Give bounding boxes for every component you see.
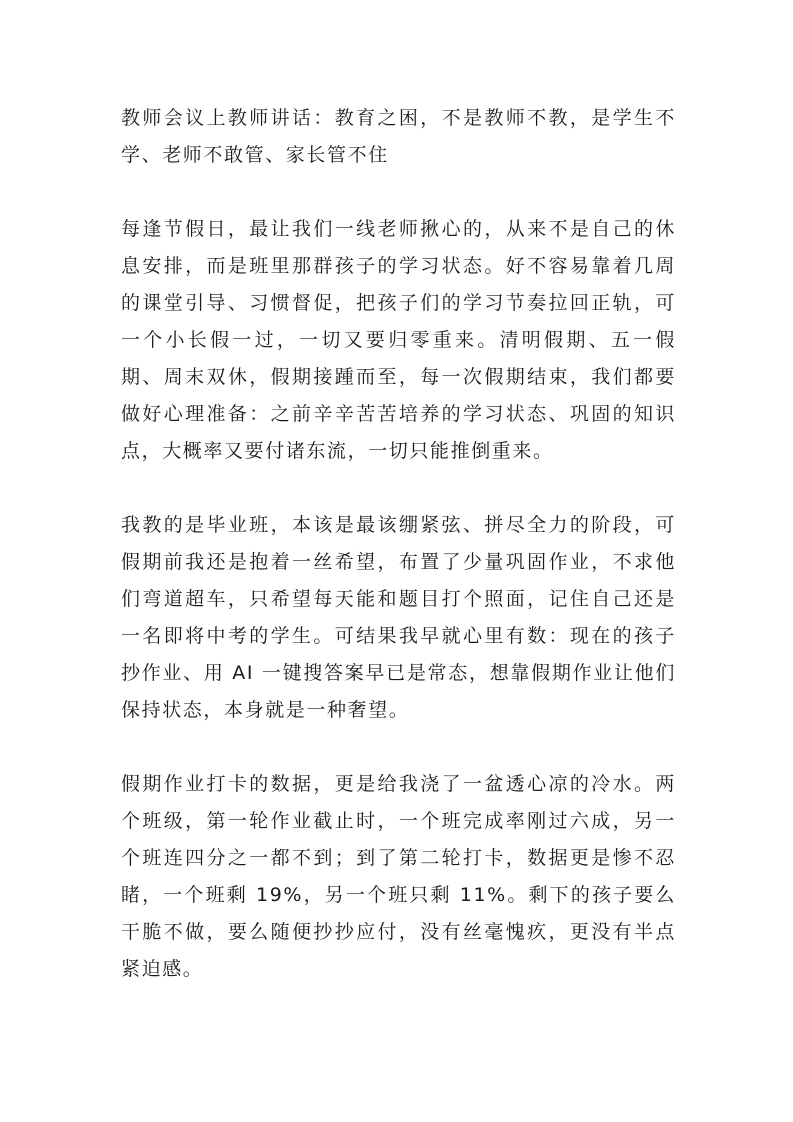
document-page (121, 100, 676, 1025)
paragraph-1: 每逢节假日，最让我们一线老师揪心的，从来不是自己的休息安排，而是班里那群孩子的学习状态。好不容易靠着几周的课堂引导、习惯督促，把孩子们的学习节奏拉回正轨，可一个小长假一过，一切又要归零重来。清明假期、五一假期、周末双休，假期接踵而至，每一次假期结束，我们都要做好心理准备：之前辛辛苦苦培养的学习状态、巩固的知识点，大概率又要付诸东流，一切只能推倒重来。 (121, 218, 676, 462)
paragraph-2: 我教的是毕业班，本该是最该绷紧弦、拼尽全力的阶段，可假期前我还是抱着一丝希望，布置了少量巩固作业，不求他们弯道超车，只希望每天能和题目打个照面，记住自己还是一名即将中考的学生。可结果我早就心里有数：现在的孩子抄作业、用 AI 一键搜答案早已是常态，想靠假期作业让他们保持状态，本身就是一种奢望。 (121, 514, 676, 721)
document-title: 教师会议上教师讲话：教育之困，不是教师不教，是学生不学、老师不敢管、家长管不住 (121, 107, 676, 166)
paragraph-3: 假期作业打卡的数据，更是给我浇了一盆透心凉的冷水。两个班级，第一轮作业截止时，一个班完成率刚过六成，另一个班连四分之一都不到；到了第二轮打卡，数据更是惨不忍睹，一个班剩 19%，另一个班只剩 11%。剩下的孩子要么干脆不做，要么随便抄抄应付，没有丝毫愧疚，更没有半点紧迫感。 (121, 773, 676, 980)
